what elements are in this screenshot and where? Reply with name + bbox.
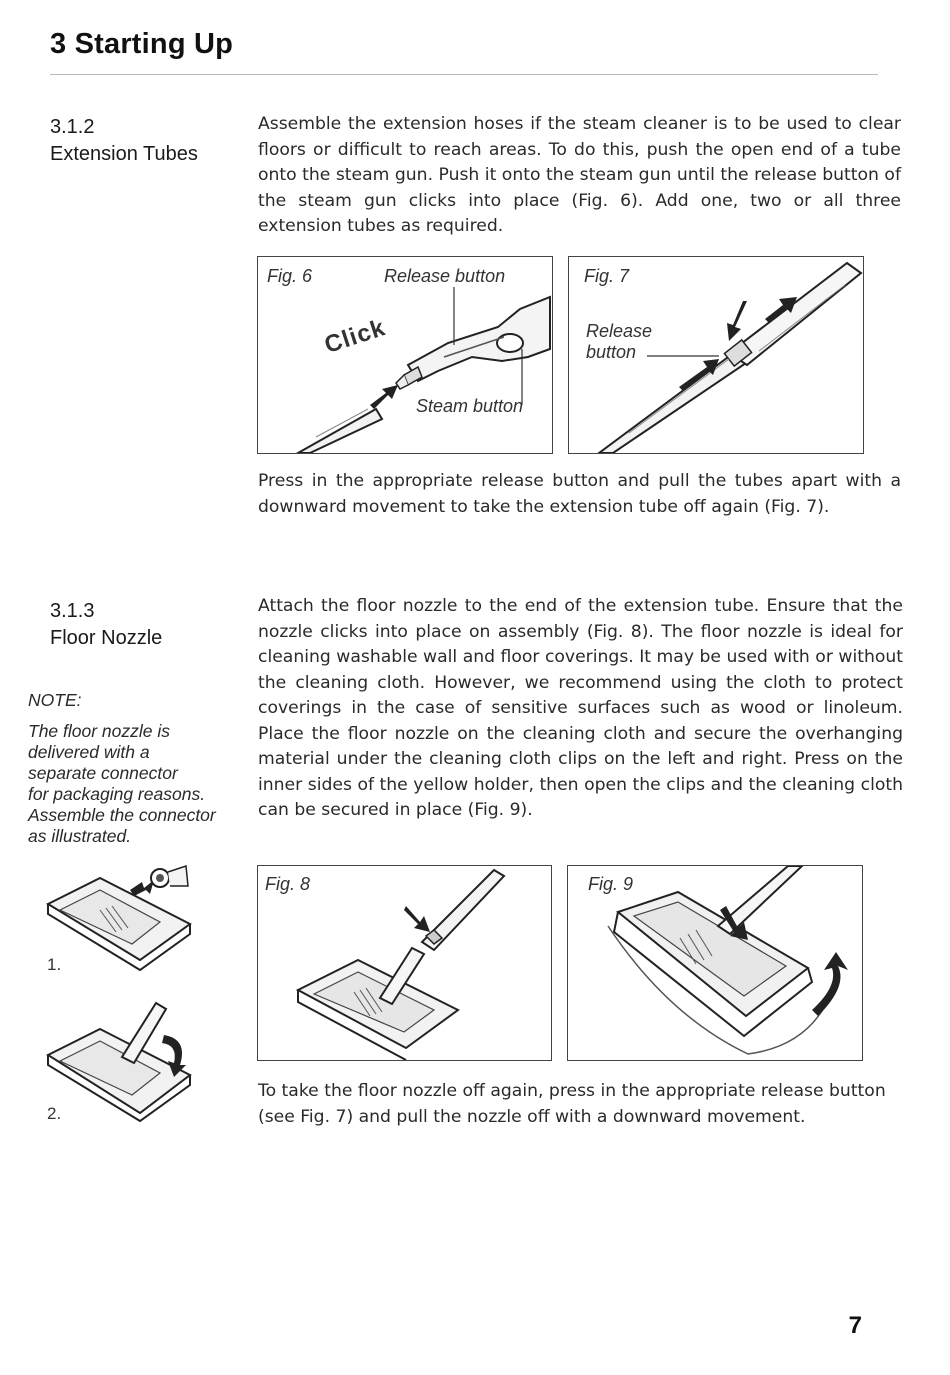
floor-nozzle-attach-illustration	[258, 866, 551, 1060]
note-box	[28, 690, 253, 847]
section-number-312: 3.1.2	[50, 116, 95, 138]
fig9-label: Fig. 9	[588, 874, 634, 894]
connector-step-1-label: 1.	[47, 955, 62, 974]
floor-nozzle-paragraph: Attach the floor nozzle to the end of the extension tube. Ensure that the nozzle clicks into place on assembly (Fig. 8). The floor nozzle is ideal for cleaning washable wall and floor coverings. It may be used with or without the cleaning cloth. However, we recommend using the cloth to protect coverings in the case of sensitive surfaces such as wood or linoleum. Place the floor nozzle on the cleaning cloth and secure the overhanging material under the cleaning cloth clips on the left and right. Press on the inner sides of the yellow holder, then open the clips and the cleaning cloth can be secured in place (Fig. 9).	[258, 596, 903, 820]
figure-7	[568, 256, 864, 454]
fig6-label: Fig. 6	[267, 266, 313, 286]
connector-step-2-illustration	[40, 995, 200, 1125]
note-line: as illustrated.	[28, 826, 132, 846]
fig7-label: Fig. 7	[584, 266, 630, 286]
fig6-callout-steam-button: Steam button	[416, 396, 524, 416]
figure-6	[257, 256, 553, 454]
section-title-extension-tubes: Extension Tubes	[50, 143, 198, 165]
fig7-callout-button: button	[586, 342, 637, 362]
figure-8	[257, 865, 552, 1061]
header-divider	[50, 74, 878, 75]
page-title: 3 Starting Up	[50, 28, 234, 60]
fig8-label: Fig. 8	[265, 874, 311, 894]
figure-9	[567, 865, 863, 1061]
cleaning-cloth-illustration	[568, 866, 862, 1060]
note-line: for packaging reasons.	[28, 784, 206, 804]
fig7-callout-release: Release	[586, 321, 653, 341]
fig6-callout-release-button: Release button	[384, 266, 506, 286]
fig6-click-text: Click	[321, 314, 389, 360]
extension-tubes-paragraph: Assemble the extension hoses if the steam cleaner is to be used to clear floors or difficult to reach areas. To do this, push the open end of a tube onto the steam gun. Push it onto the steam gun until the release button of the steam gun clicks into place (Fig. 6). Add one, two or all three extension tubes as required.	[258, 114, 901, 236]
section-number-313: 3.1.3	[50, 600, 95, 622]
note-heading: NOTE:	[28, 690, 82, 710]
note-line: separate connector	[28, 763, 178, 783]
note-line: delivered with a	[28, 742, 150, 762]
section-title-floor-nozzle: Floor Nozzle	[50, 627, 163, 649]
note-line: The floor nozzle is	[28, 721, 171, 741]
connector-step-1-illustration	[40, 860, 200, 980]
page-number: 7	[848, 1312, 862, 1339]
extension-tubes-removal-paragraph: Press in the appropriate release button and pull the tubes apart with a downward movement to take the extension tube off again (Fig. 7).	[258, 471, 901, 517]
floor-nozzle-removal-paragraph: To take the floor nozzle off again, press in the appropriate release button (see Fig. 7) and pull the nozzle off with a downward movement.	[258, 1081, 886, 1127]
connector-step-2-label: 2.	[47, 1104, 62, 1123]
note-line: Assemble the connector	[28, 805, 216, 825]
